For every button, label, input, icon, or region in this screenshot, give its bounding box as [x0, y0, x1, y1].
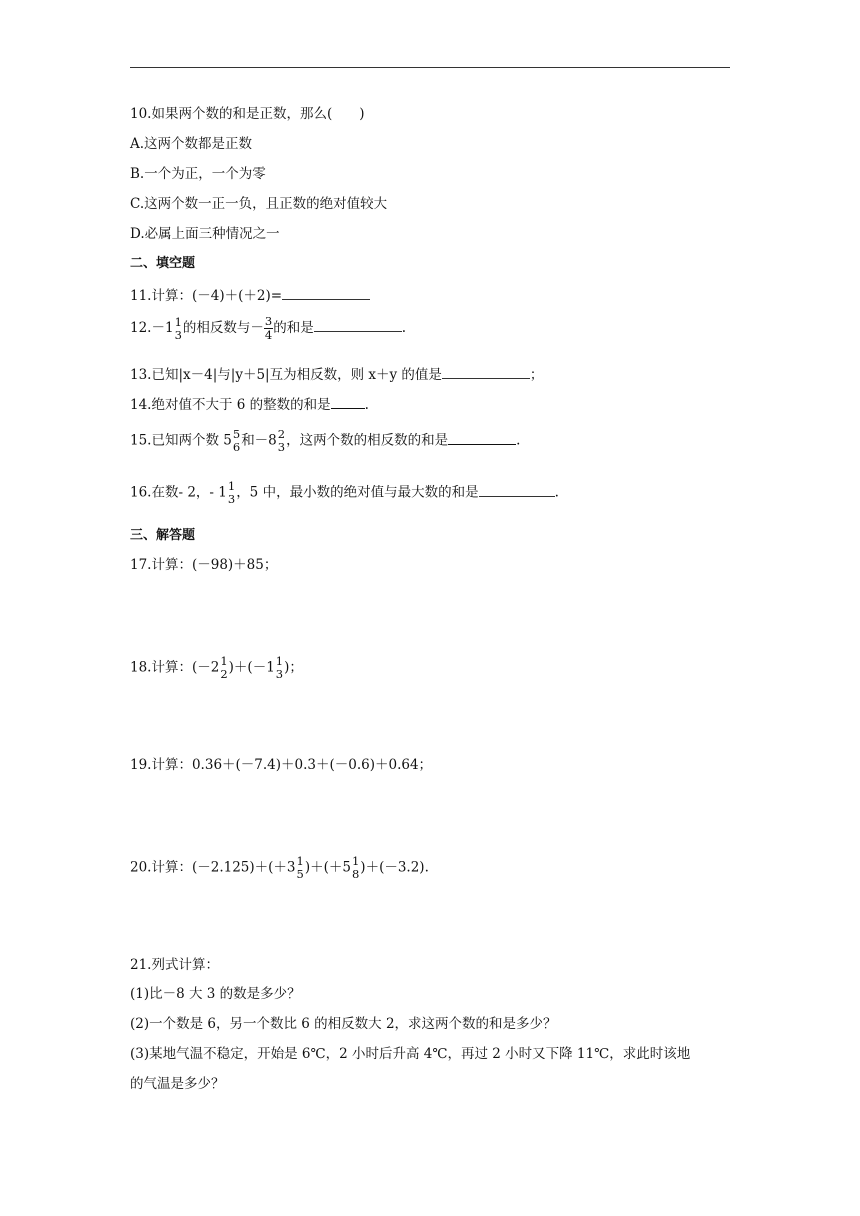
q10-stem: 10.如果两个数的和是正数，那么( ) [130, 106, 365, 122]
q20-fraction-1-num: 1 [296, 854, 304, 868]
q12-fraction-2-den: 4 [264, 328, 273, 342]
q12-fraction-1-num: 1 [174, 314, 182, 329]
q13-answer-blank [442, 364, 530, 379]
q12-part-a: 12.－1 [130, 320, 174, 336]
q15-fraction-2-num: 2 [277, 427, 286, 441]
q16-answer-blank [479, 482, 555, 497]
q20-part-b: )＋(＋5 [304, 859, 351, 876]
q16 [130, 480, 559, 506]
q15-part-c: ，这两个数的相反数的和是 [286, 432, 449, 449]
q16-fraction [227, 480, 236, 506]
q10-option-d: D.必属上面三种情况之一 [130, 226, 280, 242]
q15-part-a: 15.已知两个数 5 [130, 432, 232, 449]
q12-fraction-1 [174, 316, 183, 342]
q12-fraction-2-num: 3 [264, 314, 273, 328]
q21-part-3: (3)某地气温不稳定，开始是 6℃，2 小时后升高 4℃，再过 2 小时又下降 11℃，求此时该地 [130, 1046, 691, 1062]
q21-stem: 21.列式计算： [130, 957, 219, 973]
q13 [130, 364, 543, 384]
q20-fraction-1 [296, 855, 305, 881]
q15-fraction-1-den: 6 [232, 440, 241, 454]
q12-part-b: 的相反数与－ [182, 320, 264, 336]
q20-fraction-1-den: 5 [296, 867, 304, 881]
q16-part-a: 16.在数- 2，- 1 [130, 484, 227, 501]
q18-fraction-1-den: 2 [220, 667, 228, 681]
q19: 19.计算：0.36＋(－7.4)＋0.3＋(－0.6)＋0.64； [130, 757, 433, 773]
q18-fraction-1 [219, 655, 228, 681]
q20-fraction-2 [351, 855, 360, 881]
q18-fraction-2-num: 1 [275, 654, 284, 668]
q20-part-a: 20.计算：(－2.125)＋(＋3 [130, 859, 296, 876]
q18-fraction-2 [275, 655, 284, 681]
q18-fraction-2-den: 3 [275, 667, 284, 681]
q18 [130, 655, 303, 681]
q16-fraction-num: 1 [227, 479, 236, 493]
q15-fraction-2-den: 3 [277, 440, 286, 454]
q15-answer-blank [448, 430, 516, 445]
q18-part-a: 18.计算：(－2 [130, 659, 220, 676]
q15-part-d: . [516, 432, 521, 449]
q18-fraction-1-num: 1 [220, 654, 228, 668]
q13-text: 13.已知|x－4|与|y＋5|互为相反数，则 x＋y 的值是 [130, 367, 442, 383]
q16-fraction-den: 3 [227, 492, 236, 506]
header-rule [130, 67, 730, 68]
q10-option-c: C.这两个数一正一负，且正数的绝对值较大 [130, 196, 388, 212]
q15 [130, 428, 520, 454]
section2-heading: 二、填空题 [130, 256, 196, 271]
q11-text: 11.计算：(－4)＋(＋2)= [130, 288, 283, 304]
q20-fraction-2-num: 1 [351, 854, 360, 868]
q12-fraction-1-den: 3 [174, 327, 182, 342]
q12-fraction-2 [264, 315, 273, 342]
q10-option-b: B.一个为正，一个为零 [130, 166, 266, 182]
q20-part-c: )＋(－3.2). [360, 859, 429, 876]
q14-end: . [364, 397, 369, 413]
q15-fraction-1-num: 5 [232, 427, 241, 441]
q14-text: 14.绝对值不大于 6 的整数的和是 [130, 397, 331, 413]
q21-part-3-continued: 的气温是多少？ [130, 1076, 225, 1092]
q17: 17.计算：(－98)＋85； [130, 557, 278, 573]
q15-fraction-1 [232, 428, 241, 454]
q12-part-d: . [401, 320, 407, 336]
q18-part-c: )； [284, 659, 303, 676]
q16-part-c: . [554, 484, 559, 501]
q15-part-b: 和－8 [241, 432, 277, 449]
q12 [130, 315, 406, 342]
q13-end: ； [529, 367, 544, 383]
q12-part-c: 的和是 [273, 320, 314, 336]
q12-answer-blank [314, 317, 402, 332]
q14-answer-blank [331, 394, 365, 409]
q11 [130, 285, 370, 305]
q11-answer-blank [282, 285, 370, 300]
q18-part-b: )＋(－1 [228, 659, 275, 676]
q15-fraction-2 [277, 428, 286, 454]
q16-part-b: ，5 中，最小数的绝对值与最大数的和是 [236, 484, 479, 501]
section3-heading: 三、解答题 [130, 528, 196, 543]
q21-part-1: (1)比－8 大 3 的数是多少？ [130, 986, 301, 1002]
q21-part-2: (2)一个数是 6，另一个数比 6 的相反数大 2，求这两个数的和是多少？ [130, 1016, 557, 1032]
q10-option-a: A.这两个数都是正数 [130, 136, 253, 152]
q20 [130, 855, 429, 881]
q20-fraction-2-den: 8 [351, 867, 360, 881]
q14 [130, 394, 369, 414]
